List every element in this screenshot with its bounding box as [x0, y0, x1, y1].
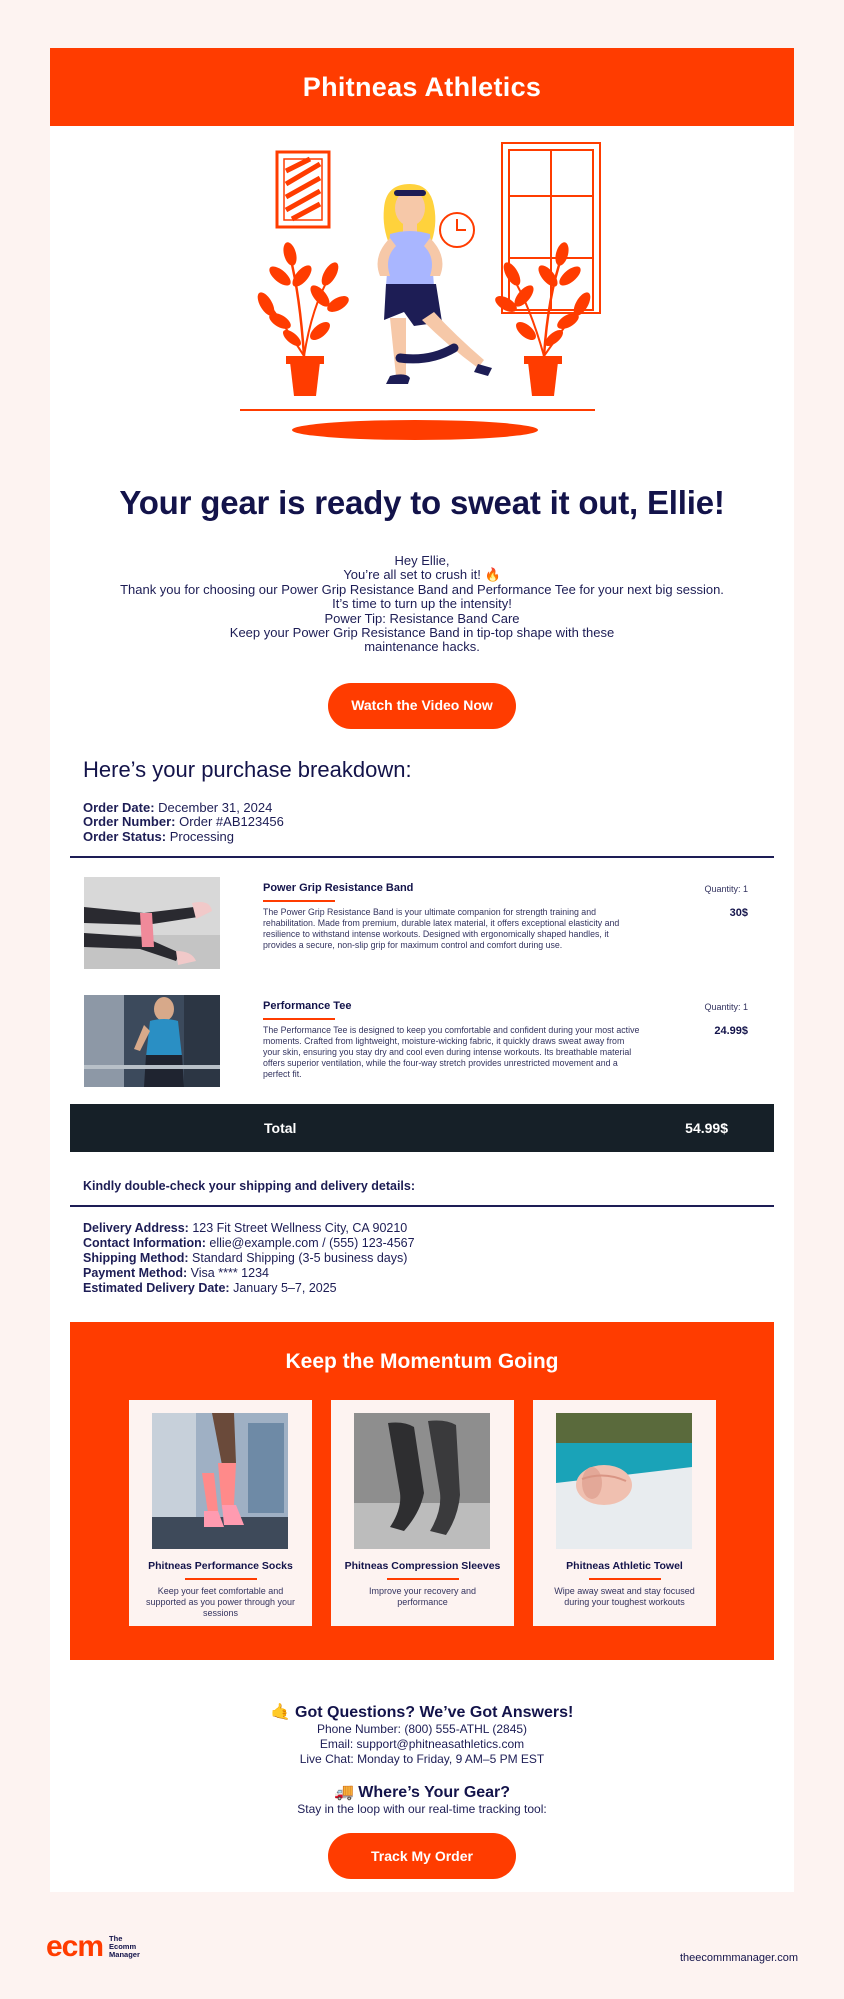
logo-subtitle	[109, 1935, 140, 1959]
tracking-subtitle: Stay in the loop with our real-time tracking tool:	[297, 1802, 547, 1817]
right-plant-icon	[493, 241, 594, 396]
product-name: Performance Tee	[263, 1000, 352, 1013]
recommendations-section	[70, 1322, 774, 1660]
product-description: The Power Grip Resistance Band is your ultimate companion for strength training and rehabilitation. Made from premium, durable latex material, it offers exceptional elasticity and resilience to withstand intense workouts. Designed with ergonomically shaped handles, it provides a secure, non-slip grip for maximum control and comfort during use.	[263, 907, 620, 950]
method-label: Shipping Method:	[83, 1250, 189, 1265]
total-bar	[70, 1104, 774, 1152]
order-status-label: Order Status:	[83, 828, 167, 844]
woman-figure-icon	[378, 184, 492, 384]
product-price: 30$	[729, 907, 748, 920]
intro-text	[50, 554, 794, 655]
brand-name: Phitneas Athletics	[302, 71, 542, 102]
payment-method: Visa **** 1234	[190, 1265, 269, 1280]
support-phone: Phone Number: (800) 555-ATHL (2845)	[316, 1722, 528, 1737]
contact-information: ellie@example.com / (555) 123-4567	[209, 1236, 415, 1251]
left-plant-icon	[254, 241, 351, 396]
intro-line-5: Power Tip: Resistance Band Care	[324, 610, 520, 626]
logo-sub-3: Manager	[109, 1950, 140, 1959]
order-date-label: Order Date:	[83, 799, 155, 815]
card-description: Keep your feet comfortable and supported as you power through your sessions	[145, 1586, 296, 1619]
socks-image[interactable]	[152, 1413, 288, 1549]
floor-shadow	[292, 420, 538, 440]
ecm-logo[interactable]	[46, 1930, 140, 1964]
intro-line-4: It’s time to turn up the intensity!	[332, 596, 512, 612]
card-underline	[589, 1578, 661, 1580]
total-label: Total	[264, 1120, 297, 1137]
order-meta	[83, 801, 794, 845]
order-date: December 31, 2024	[158, 799, 273, 815]
shipping-details	[83, 1221, 794, 1295]
shipping-method: Standard Shipping (3-5 business days)	[192, 1250, 408, 1265]
headline: Your gear is ready to sweat it out, Ellie!	[119, 484, 725, 521]
order-number: Order #AB123456	[179, 814, 284, 830]
logo-sub-2: Ecomm	[109, 1942, 137, 1951]
brand-header	[50, 48, 794, 126]
hero-illustration	[50, 126, 794, 444]
product-name: Power Grip Resistance Band	[263, 882, 414, 895]
logo-sub-1: The	[109, 1934, 123, 1943]
address-label: Delivery Address:	[83, 1221, 189, 1236]
intro-greeting: Hey Ellie,	[394, 553, 450, 568]
card-title: Phitneas Performance Socks	[148, 1560, 293, 1573]
performance-tee-image[interactable]	[84, 995, 220, 1087]
clock-icon	[440, 213, 474, 247]
intro-line-3: Thank you for choosing our Power Grip Resistance Band and Performance Tee for your next big session.	[120, 581, 724, 597]
product-underline	[263, 1018, 335, 1020]
payment-label: Payment Method:	[83, 1265, 188, 1280]
total-value: 54.99$	[685, 1120, 728, 1137]
card-description: Wipe away sweat and stay focused during your toughest workouts	[554, 1586, 695, 1608]
product-price: 24.99$	[714, 1025, 748, 1038]
order-status: Processing	[169, 828, 235, 844]
support-chat: Live Chat: Monday to Friday, 9 AM–5 PM EST	[299, 1751, 545, 1766]
footer-url[interactable]: theecommmanager.com	[680, 1952, 798, 1964]
product-row	[50, 858, 794, 976]
eta-label: Estimated Delivery Date:	[83, 1280, 230, 1295]
card-underline	[185, 1578, 257, 1580]
tracking-title: 🚚 Where’s Your Gear?	[333, 1784, 511, 1802]
support-section	[50, 1702, 794, 1878]
product-quantity: Quantity: 1	[704, 884, 748, 895]
picture-frame-icon	[277, 152, 329, 227]
email-container	[50, 48, 794, 1892]
estimated-delivery: January 5–7, 2025	[233, 1280, 337, 1295]
support-email[interactable]: Email: support@phitneasathletics.com	[319, 1736, 525, 1751]
compression-sleeves-image[interactable]	[354, 1413, 490, 1549]
card-title: Phitneas Athletic Towel	[566, 1560, 683, 1573]
window-frame	[502, 143, 600, 313]
order-number-label: Order Number:	[83, 814, 176, 830]
card-title: Phitneas Compression Sleeves	[344, 1560, 501, 1573]
card-description: Improve your recovery and performance	[368, 1586, 477, 1608]
product-description: The Performance Tee is designed to keep you comfortable and confident during your most active moments. Crafted from lightweight, moisture-wicking fabric, it quickly draws sweat away from your skin, ensuring you stay dry and cool even during intense workouts. Its breathable material offers superior ventilation, while the four-way stretch provides unrestricted movement and a perfect fit.	[263, 1025, 640, 1079]
track-order-button[interactable]: Track My Order	[328, 1833, 516, 1879]
watch-video-button[interactable]: Watch the Video Now	[328, 683, 516, 729]
resistance-band-image[interactable]	[84, 877, 220, 969]
product-quantity: Quantity: 1	[704, 1002, 748, 1013]
recommendation-card[interactable]	[533, 1400, 716, 1626]
intro-line-2: You’re all set to crush it! 🔥	[343, 567, 501, 583]
purchase-breakdown-title: Here’s your purchase breakdown:	[83, 756, 412, 782]
product-underline	[263, 900, 335, 902]
recommendation-card[interactable]	[331, 1400, 514, 1626]
support-title: 🤙 Got Questions? We’ve Got Answers!	[270, 1704, 574, 1722]
shipping-heading: Kindly double-check your shipping and delivery details:	[83, 1179, 416, 1194]
delivery-address: 123 Fit Street Wellness City, CA 90210	[192, 1221, 408, 1236]
contact-label: Contact Information:	[83, 1236, 206, 1251]
intro-line-6: Keep your Power Grip Resistance Band in tip-top shape with these maintenance hacks.	[229, 625, 615, 655]
divider	[70, 1205, 774, 1207]
logo-wordmark: ecm	[46, 1930, 104, 1963]
recommendations-title: Keep the Momentum Going	[285, 1350, 559, 1374]
card-underline	[387, 1578, 459, 1580]
athletic-towel-image[interactable]	[556, 1413, 692, 1549]
product-row	[50, 976, 794, 1094]
recommendation-card[interactable]	[129, 1400, 312, 1626]
